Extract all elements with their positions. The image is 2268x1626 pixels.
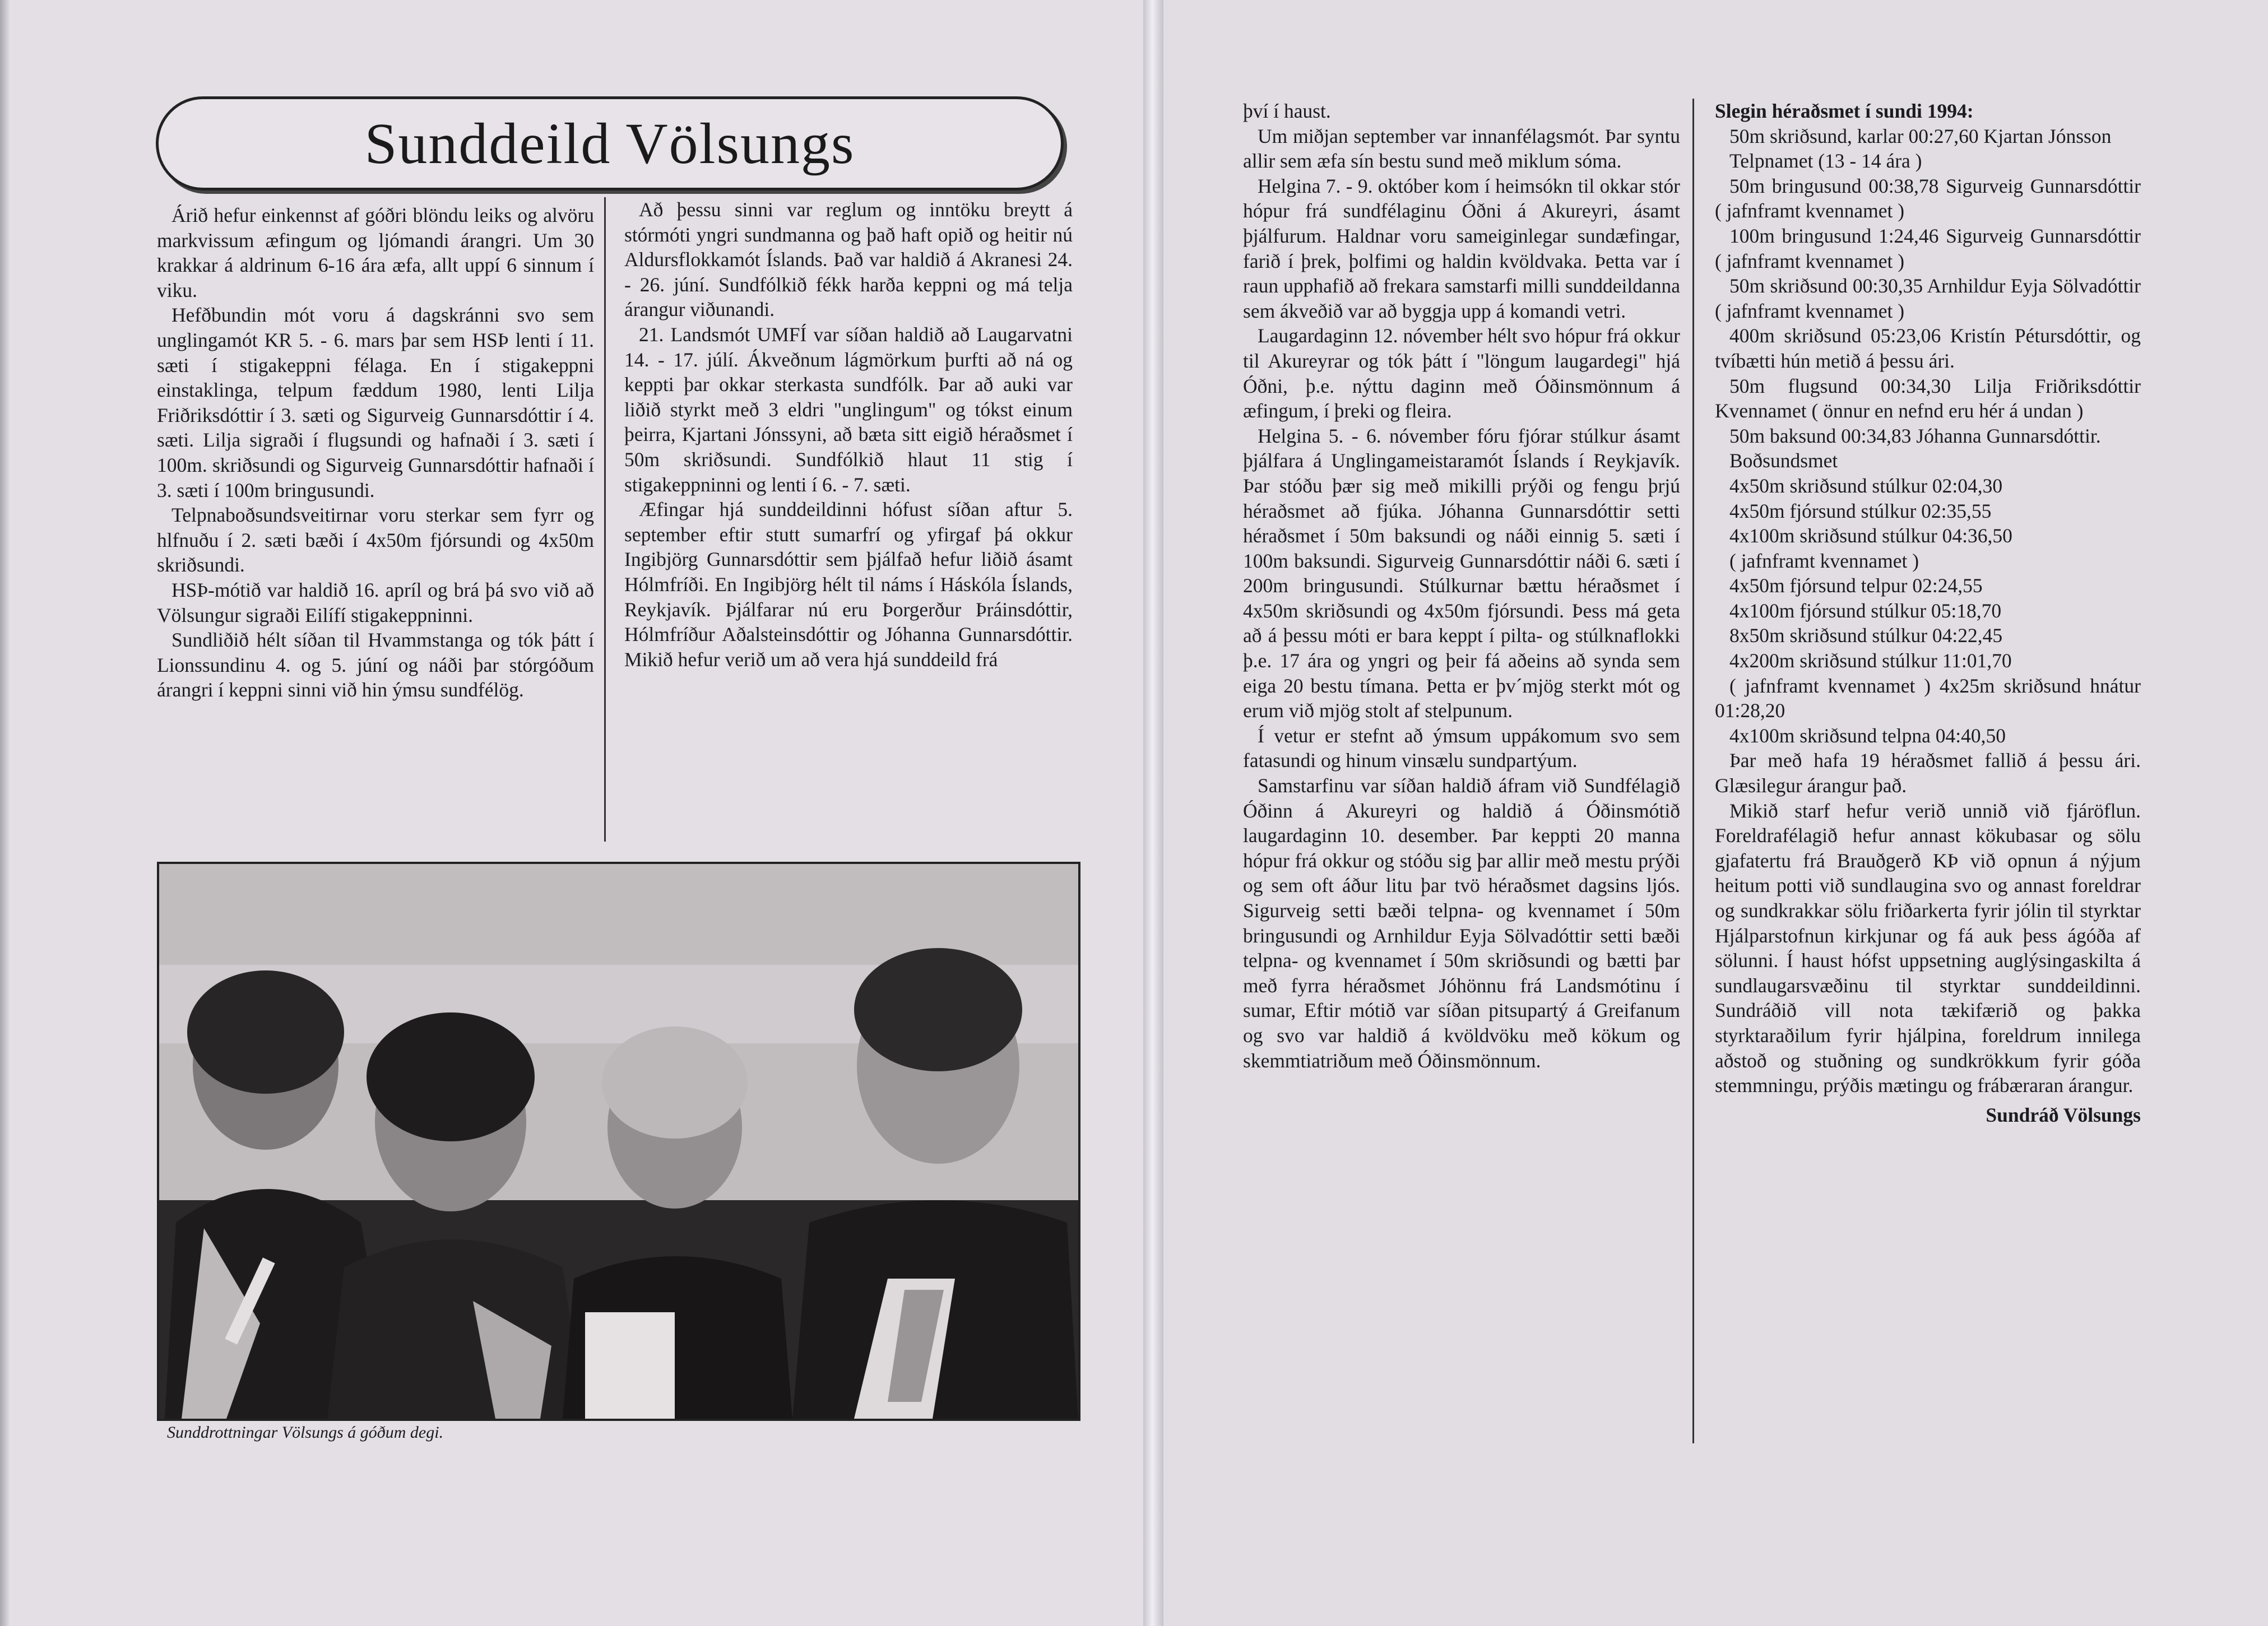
team-photo — [157, 862, 1080, 1421]
record-item: 50m bringusund 00:38,78 Sigurveig Gunnarsdóttir ( jafnframt kvennamet ) — [1715, 174, 2141, 222]
relay-item: 4x200m skriðsund stúlkur 11:01,70 — [1729, 649, 2012, 672]
paragraph: 21. Landsmót UMFÍ var síðan haldið að Laugarvatni 14. - 17. júlí. Ákveðnum lágmörkum þurfti að ná og keppti þar okkar sterkasta sundfólk. Þar að auki var liðið styrkt með 3 eldri "unglingum" og tókst einum þeirra, Kjartani Jónssyni, að bæta sitt eigið héraðsmet í 50m skriðsundi. Sundfólkið hlaut 11 stig í stigakeppninni og lenti í 6. - 7. sæti. — [624, 323, 1073, 496]
relay-item: ( jafnframt kvennamet ) — [1729, 549, 1919, 572]
record-item: 50m skriðsund 00:30,35 Arnhildur Eyja Sölvadóttir ( jafnframt kvennamet ) — [1715, 275, 2141, 322]
page-edge-shadow — [0, 0, 10, 1626]
paragraph: Telpnaboðsundsveitirnar voru sterkar sem fyrr og hlfnuðu í 2. sæti bæði í 4x50m fjórsundi og 4x50m skriðsundi. — [157, 504, 594, 577]
column-divider — [1692, 99, 1694, 1443]
paragraph: Þar með hafa 19 héraðsmet fallið á þessu ári. Glæsilegur árangur það. — [1715, 749, 2141, 797]
relay-item: ( jafnframt kvennamet ) 4x25m skriðsund hnátur 01:28,20 — [1715, 674, 2141, 722]
record-item: 50m flugsund 00:34,30 Lilja Friðriksdóttir Kvennamet ( önnur en nefnd eru hér á undan ) — [1715, 374, 2141, 422]
column-divider — [604, 197, 606, 842]
left-column-1 — [157, 203, 594, 703]
relay-item: 4x100m skriðsund stúlkur 04:36,50 — [1729, 524, 2012, 547]
paragraph: HSÞ-mótið var haldið 16. apríl og brá þá svo við að Völsungur sigraði Eilífí stigakeppninni. — [157, 578, 594, 626]
team-photo-image — [159, 864, 1078, 1419]
paragraph: Laugardaginn 12. nóvember hélt svo hópur frá okkur til Akureyrar og tók þátt í "löngum laugardegi" hjá Óðni, þ.e. nýttu daginn með Óðinsmönnum á æfingum, í þreki og fleira. — [1243, 324, 1680, 422]
paragraph: Hefðbundin mót voru á dagskránni svo sem unglingamót KR 5. - 6. mars þar sem HSÞ lenti í 11. sæti í stigakeppni félaga. En í stigakeppni einstaklinga, telpum fæddum 1980, lenti Lilja Friðriksdóttir í 3. sæti og Sigurveig Gunnarsdóttir í 4. sæti. Lilja sigraði í flugsundi og hafnaði í 3. sæti í 100m. skriðsundi og Sigurveig Gunnarsdóttir hafnaði í 3. sæti í 100m bringusundi. — [157, 304, 594, 501]
relay-item: 4x50m fjórsund stúlkur 02:35,55 — [1729, 499, 1992, 522]
right-column-2 — [1715, 99, 2141, 1127]
right-column-1 — [1243, 99, 1680, 1073]
page-gutter — [1143, 0, 1163, 1626]
paragraph: Mikið starf hefur verið unnið við fjáröflun. Foreldrafélagið hefur annast kökubasar og sölu gjafatertu frá Brauðgerð KÞ við opnun á nýjum heitum potti við sundlaugina svo og annast foreldrar og sundkrakkar sölu friðarkerta fyrir jólin til styrktar Hjálparstofnun kirkjunar og fá auk þess ágóða af sölunni. Í haust hófst uppsetning auglýsingaskilta á sundlaugarsvæðinu til styrktar sunddeildinni. Sundráðið vill nota tækifærið og þakka styrktaraðilum fyrir hjálpina, foreldrum innilega aðstoð og stuðning og sundkrökkum fyrir góða stemmningu, prýðis mætingu og frábæraran árangur. — [1715, 799, 2141, 1097]
paragraph: því í haust. — [1243, 100, 1331, 122]
record-item: 100m bringusund 1:24,46 Sigurveig Gunnarsdóttir ( jafnframt kvennamet ) — [1715, 224, 2141, 272]
paragraph: Samstarfinu var síðan haldið áfram við Sundfélagið Óðinn á Akureyri og haldið á Óðinsmótið laugardaginn 10. desember. Þar keppti 20 manna hópur frá okkur og stóðu sig þar allir með mestu prýði og sem oft áður litu þar tvö héraðsmet dagsins ljós. Sigurveig setti bæði telpna- og kvennamet í 50m bringusundi og Arnhildur Eyja Sölvadóttir setti bæði telpna- og kvennamet í 50m skriðsundi og bætti þar með fyrra héraðsmet Jóhönnu frá Landsmótinu í sumar, Eftir mótið var síðan pitsupartý á Greifanum og svo var haldið á kvöldvöku með kökum og skemmtiatriðum með Óðinsmönnum. — [1243, 774, 1680, 1072]
relay-item: 4x100m skriðsund telpna 04:40,50 — [1729, 724, 2006, 747]
relay-item: 4x50m fjórsund telpur 02:24,55 — [1729, 574, 1983, 597]
record-item: 50m baksund 00:34,83 Jóhanna Gunnarsdóttir. — [1729, 424, 2101, 447]
paragraph: Árið hefur einkennst af góðri blöndu leiks og alvöru markvissum æfingum og ljómandi árangri. Um 30 krakkar á aldrinum 6-16 ára æfa, allt uppí 6 sinnum í viku. — [157, 204, 594, 301]
records-heading: Slegin héraðsmet í sundi 1994: — [1715, 100, 1974, 122]
relay-item: 8x50m skriðsund stúlkur 04:22,45 — [1729, 624, 2003, 647]
paragraph: Um miðjan september var innanfélagsmót. Þar syntu allir sem æfa sín bestu sund með miklum sóma. — [1243, 124, 1680, 173]
photo-caption: Sunddrottningar Völsungs á góðum degi. — [167, 1423, 444, 1442]
relay-item: 4x50m skriðsund stúlkur 02:04,30 — [1729, 474, 2003, 497]
relay-item: 4x100m fjórsund stúlkur 05:18,70 — [1729, 599, 2002, 622]
article-title-box — [156, 96, 1064, 191]
record-item: 400m skriðsund 05:23,06 Kristín Pétursdóttir, og tvíbætti hún metið á þessu ári. — [1715, 324, 2141, 372]
article-title: Sunddeild Völsungs — [364, 111, 855, 176]
paragraph: Að þessu sinni var reglum og inntöku breytt á stórmóti yngri sundmanna og það haft opið og heitir nú Aldursflokkamót Íslands. Það var haldið á Akranesi 24. - 26. júní. Sundfólkið fékk harða keppni og má telja árangur viðunandi. — [624, 198, 1073, 321]
paragraph: Sundliðið hélt síðan til Hvammstanga og tók þátt í Lionssundinu 4. og 5. júní og náði þar stórgóðum árangri í keppni sinni við hin ýmsu sundfélög. — [157, 629, 594, 701]
relay-heading: Boðsundsmet — [1729, 449, 1838, 472]
paragraph: Helgina 5. - 6. nóvember fóru fjórar stúlkur ásamt þjálfara á Unglingameistaramót Íslands í Reykjavík. Þar stóðu þær sig með mikilli prýði og fengu þrjú héraðsmet að fjúka. Jóhanna Gunnarsdóttir setti héraðsmet í 50m baksundi og náði einnig 5. sæti í 100m baksundi. Sigurveig Gunnarsdóttir náði 6. sæti í 200m bringusundi. Stúlkurnar bættu héraðsmet í 4x50m skriðsundi og 4x50m fjórsundi. Þess má geta að á þessu móti er bara keppt í pilta- og stúlknaflokki þ.e. 17 ára og yngri og þeir fá aðeins að synda sem eiga 20 bestu tímana. Þetta er þv´mjög sterkt mót og erum við mjög stolt af stelpunum. — [1243, 424, 1680, 722]
paragraph: Æfingar hjá sunddeildinni hófust síðan aftur 5. september eftir stutt sumarfrí og yfirgaf þá okkur Ingibjörg Gunnarsdóttir sem þjálfað hefur liðið ásamt Hólmfríði. En Ingibjörg hélt til náms í Háskóla Íslands, Reykjavík. Þjálfarar nú eru Þorgerður Þráinsdóttir, Hólmfríður Aðalsteinsdóttir og Jóhanna Gunnarsdóttir. Mikið hefur verið um að vera hjá sunddeild frá — [624, 498, 1073, 671]
paragraph: Helgina 7. - 9. október kom í heimsókn til okkar stór hópur frá sundfélaginu Óðni á Akureyri, ásamt þjálfurum. Haldnar voru sameiginlegar sundæfingar, farið í þrek, þolfimi og haldin kvöldvaka. Þetta var í raun upphafið að frekara samstarfi milli sunddeildanna sem ákveðið var að byggja upp á komandi vetri. — [1243, 174, 1680, 322]
record-item: Telpnamet (13 - 14 ára ) — [1729, 150, 1922, 173]
left-column-2 — [624, 197, 1073, 672]
signature: Sundráð Völsungs — [1986, 1103, 2141, 1126]
record-item: 50m skriðsund, karlar 00:27,60 Kjartan Jónsson — [1729, 124, 2112, 147]
paragraph: Í vetur er stefnt að ýmsum uppákomum svo sem fatasundi og hinum vinsælu sundpartýum. — [1243, 724, 1680, 772]
